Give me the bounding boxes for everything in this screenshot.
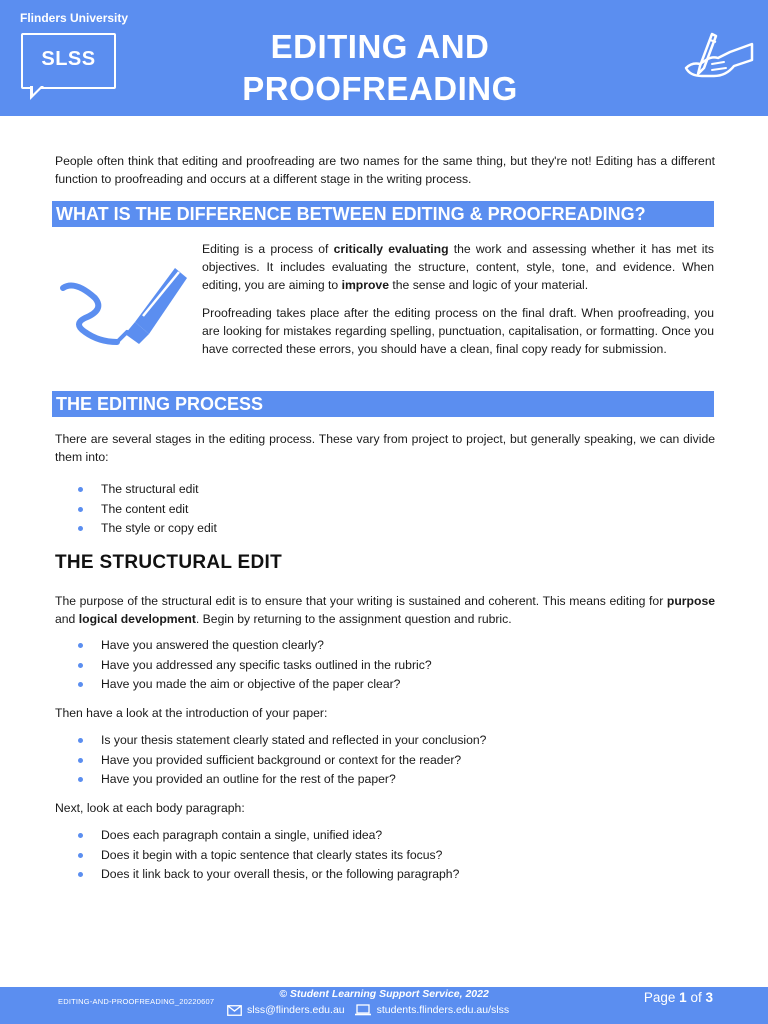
page-title-line2: PROOFREADING <box>242 70 518 107</box>
slss-logo <box>21 33 116 89</box>
editing-process-intro: There are several stages in the editing process. These vary from project to project, but generally speaking, we can divide them into: <box>55 432 715 464</box>
difference-heading: WHAT IS THE DIFFERENCE BETWEEN EDITING & PROOFREADING? <box>52 201 714 227</box>
page-number: Page 1 of 3 <box>643 990 713 1005</box>
body-paragraph-question-list <box>76 826 716 885</box>
proofreading-definition: Proofreading takes place after the editing process on the final draft. When proofreading, you are looking for mistakes regarding spelling, punctuation, capitalisation, or formatting. Once you have corrected these errors, you should have a clean, final copy ready for submission. <box>202 306 714 356</box>
header-banner <box>0 0 768 116</box>
introduction-question-list <box>76 731 716 790</box>
structural-edit-intro: The purpose of the structural edit is to ensure that your writing is sustained and coherent. This means editing for purpose and logical development. Begin by returning to the assignment question and rubric. <box>55 594 715 626</box>
hand-writing-icon <box>682 30 754 82</box>
list-item: The style or copy edit <box>76 519 716 539</box>
body-paragraph-prompt: Next, look at each body paragraph: <box>55 801 245 815</box>
list-item: Does it begin with a topic sentence that clearly states its focus? <box>76 846 716 866</box>
structural-edit-heading: THE STRUCTURAL EDIT <box>55 552 283 573</box>
contact-info <box>227 1004 509 1016</box>
list-item: The structural edit <box>76 480 716 500</box>
slss-logo-text: SLSS <box>41 48 96 70</box>
laptop-icon <box>354 1004 372 1016</box>
document-code: EDITING-AND-PROOFREADING_20220607 <box>58 997 215 1006</box>
list-item: The content edit <box>76 500 716 520</box>
list-item: Does it link back to your overall thesis, or the following paragraph? <box>76 865 716 885</box>
pen-scribble-icon <box>55 258 190 350</box>
list-item: Is your thesis statement clearly stated and reflected in your conclusion? <box>76 731 716 751</box>
question-list <box>76 636 716 695</box>
intro-paragraph: People often think that editing and proofreading are two names for the same thing, but they're not! Editing has a different function to proofreading and occurs at a different stage in the writing process. <box>55 154 715 186</box>
introduction-prompt: Then have a look at the introduction of your paper: <box>55 706 328 720</box>
list-item: Have you made the aim or objective of the paper clear? <box>76 675 716 695</box>
editing-stages-list <box>76 480 716 539</box>
editing-definition: Editing is a process of critically evaluating the work and assessing whether it has met its objectives. It includes evaluating the structure, content, style, tone, and evidence. When editing, you are aiming to improve the sense and logic of your material. <box>202 242 714 292</box>
footer <box>0 987 768 1024</box>
mail-icon <box>227 1005 242 1016</box>
university-name: Flinders University <box>20 11 129 25</box>
list-item: Does each paragraph contain a single, unified idea? <box>76 826 716 846</box>
list-item: Have you answered the question clearly? <box>76 636 716 656</box>
list-item: Have you addressed any specific tasks outlined in the rubric? <box>76 656 716 676</box>
page-title-line1: EDITING AND <box>270 28 490 65</box>
list-item: Have you provided sufficient background or context for the reader? <box>76 751 716 771</box>
website-link[interactable]: students.flinders.edu.au/slss <box>376 1004 510 1016</box>
copyright-notice: © Student Learning Support Service, 2022 <box>279 988 489 1000</box>
list-item: Have you provided an outline for the rest of the paper? <box>76 770 716 790</box>
editing-process-heading: THE EDITING PROCESS <box>52 391 714 417</box>
page-title <box>150 26 610 110</box>
email-link[interactable]: slss@flinders.edu.au <box>247 1004 345 1016</box>
